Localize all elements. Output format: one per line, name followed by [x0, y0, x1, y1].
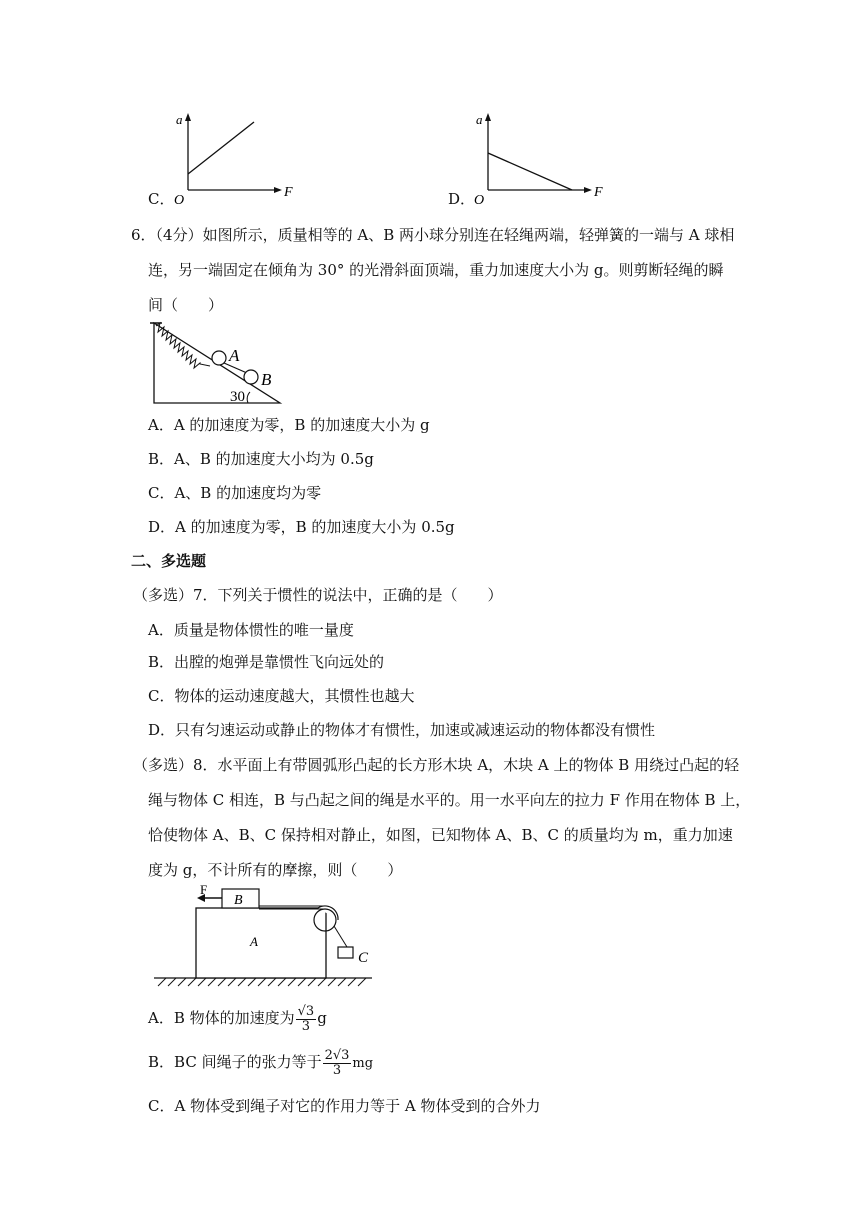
graph-d-axis-x: F [594, 185, 603, 200]
graph-c-origin: O [174, 193, 185, 208]
q6-line2: 连，另一端固定在倾角为 30° 的光滑斜面顶端，重力加速度大小为 g。则剪断轻绳的瞬 [148, 261, 724, 279]
q8-line1: （多选）8．水平面上有带圆弧形凸起的长方形木块 A，木块 A 上的物体 B 用绕过凸起的轻 [133, 756, 740, 774]
q8-option-a-text: A．B 物体的加速度为 [148, 1009, 295, 1027]
q8-option-b [148, 1046, 373, 1080]
q8-fig-c-label: C [358, 950, 369, 966]
q6-incline-figure [148, 318, 284, 408]
q8-option-b-text: B．BC 间绳子的张力等于 [148, 1053, 322, 1071]
q7-line1: （多选）7．下列关于惯性的说法中，正确的是（ ） [133, 586, 503, 604]
graph-c [148, 110, 298, 210]
q8-option-b-fraction [323, 1049, 352, 1078]
q7-option-d: D．只有匀速运动或静止的物体才有惯性，加速或减速运动的物体都没有惯性 [148, 721, 656, 739]
graph-c-plot [168, 110, 308, 210]
q8-option-a-denominator: 3 [301, 1018, 311, 1034]
section-title-multi-choice: 二、多选题 [131, 552, 207, 570]
q6-option-b: B．A、B 的加速度大小均为 0.5g [148, 450, 374, 468]
graph-d-label: D． [448, 190, 476, 208]
q8-line3: 恰使物体 A、B、C 保持相对静止，如图，已知物体 A、B、C 的质量均为 m，重力加速 [148, 826, 733, 844]
q8-option-a-unit: g [317, 1009, 327, 1027]
q6-option-c: C．A、B 的加速度均为零 [148, 484, 322, 502]
q6-line3: 间（ ） [148, 296, 224, 314]
q6-option-d: D．A 的加速度为零，B 的加速度大小为 0.5g [148, 518, 455, 536]
q8-fig-f-label: F [200, 882, 208, 897]
q8-option-c: C．A 物体受到绳子对它的作用力等于 A 物体受到的合外力 [148, 1097, 541, 1115]
q6-fig-b-label: B [261, 370, 272, 389]
graph-d-origin: O [474, 193, 485, 208]
q8-option-a-numerator: √3 [297, 1003, 315, 1019]
q8-option-a-fraction [296, 1005, 317, 1034]
q8-fig-a-label: A [250, 934, 258, 949]
q8-line4: 度为 g，不计所有的摩擦，则（ ） [148, 861, 403, 879]
q8-option-b-denominator: 3 [332, 1062, 342, 1078]
graph-d [448, 110, 608, 210]
q8-fig-b-label: B [234, 893, 243, 908]
q8-option-a [148, 1002, 327, 1034]
q6-line1: 6．（4分）如图所示，质量相等的 A、B 两小球分别连在轻绳两端，轻弹簧的一端与 A 球相 [131, 226, 735, 244]
q8-line2: 绳与物体 C 相连，B 与凸起之间的绳是水平的。用一水平向左的拉力 F 作用在物体 B 上， [148, 791, 751, 809]
q6-option-a: A．A 的加速度为零，B 的加速度大小为 g [148, 416, 430, 434]
q8-option-b-unit: mg [352, 1056, 374, 1071]
graph-d-plot [468, 110, 618, 210]
graph-d-axis-y: a [476, 112, 483, 127]
q6-fig-a-label: A [229, 346, 240, 365]
q7-option-b: B．出膛的炮弹是靠惯性飞向远处的 [148, 653, 385, 671]
graph-c-label: C． [148, 190, 175, 208]
q7-option-a: A．质量是物体惯性的唯一量度 [148, 621, 354, 639]
graph-c-axis-y: a [176, 112, 183, 127]
q8-block-figure [150, 882, 380, 992]
q8-option-b-numerator: 2√3 [324, 1047, 350, 1063]
q7-option-c: C．物体的运动速度越大，其惯性也越大 [148, 687, 415, 705]
q6-fig-angle-label: 30 [230, 389, 245, 405]
graph-c-axis-x: F [284, 185, 293, 200]
